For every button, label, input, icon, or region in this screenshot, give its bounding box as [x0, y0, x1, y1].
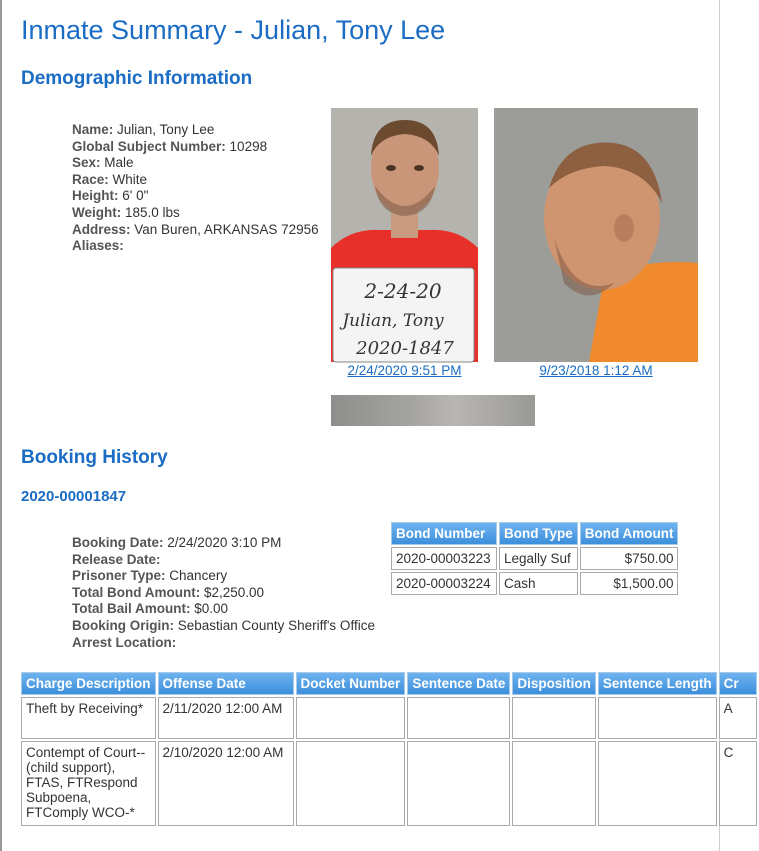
bond-header-amount: Bond Amount [580, 522, 679, 545]
table-row [391, 547, 678, 570]
placard-line-1: 2-24-20 [364, 279, 442, 303]
charge-description: Theft by Receiving* [21, 697, 156, 739]
bond-amount: $1,500.00 [580, 572, 679, 595]
charge-disposition [512, 697, 596, 739]
page-title: Inmate Summary - Julian, Tony Lee [21, 15, 446, 45]
bond-type: Cash [499, 572, 578, 595]
charge-docket [296, 697, 406, 739]
booking-history-heading: Booking History [21, 447, 168, 468]
mugshot-link-front[interactable]: 2/24/2020 9:51 PM [347, 363, 462, 378]
placard-line-3: 2020-1847 [356, 338, 454, 359]
charge-header-docket: Docket Number [296, 672, 406, 695]
bond-header-number: Bond Number [391, 522, 497, 545]
bond-header-type: Bond Type [499, 522, 578, 545]
bond-number: 2020-00003224 [391, 572, 497, 595]
charges-table [19, 670, 759, 828]
charge-sentence-date [407, 697, 510, 739]
field-release-date: Release Date: [72, 551, 161, 567]
mugshot-photo-profile[interactable] [494, 108, 698, 362]
placard-line-2: Julian, Tony [342, 311, 444, 331]
bond-amount: $750.00 [580, 547, 679, 570]
field-total-bail-amount: Total Bail Amount: $0.00 [72, 601, 229, 617]
field-name: Name: Julian, Tony Lee [72, 122, 215, 137]
charge-offense-date: 2/11/2020 12:00 AM [158, 697, 294, 739]
charge-sentence-length [598, 741, 717, 826]
charge-offense-date: 2/10/2020 12:00 AM [158, 741, 294, 826]
field-prisoner-type: Prisoner Type: Chancery [72, 568, 228, 584]
charge-header-description: Charge Description [21, 672, 156, 695]
charge-header-cr: Cr [719, 672, 757, 695]
field-height: Height: 6' 0" [72, 188, 149, 204]
charge-docket [296, 741, 406, 826]
charge-header-sentence-date: Sentence Date [407, 672, 510, 695]
table-row [21, 741, 757, 826]
field-total-bond-amount: Total Bond Amount: $2,250.00 [72, 584, 265, 600]
bond-table [389, 520, 680, 597]
charge-sentence-length [598, 697, 717, 739]
charge-cr: C [719, 741, 757, 826]
bond-number: 2020-00003223 [391, 547, 497, 570]
field-address: Address: Van Buren, ARKANSAS 72956 [72, 221, 319, 237]
field-weight: Weight: 185.0 lbs [72, 204, 180, 220]
charge-sentence-date [407, 741, 510, 826]
field-sex: Sex: Male [72, 155, 134, 171]
table-row [391, 572, 678, 595]
field-global-subject-number: Global Subject Number: 10298 [72, 138, 268, 154]
page-left-border [0, 0, 2, 851]
field-race: Race: White [72, 171, 148, 187]
demographic-heading: Demographic Information [21, 68, 253, 89]
charge-disposition [512, 741, 596, 826]
field-booking-origin: Booking Origin: Sebastian County Sheriff's Office [72, 617, 375, 633]
charges-table-clip [19, 670, 739, 851]
charge-header-disposition: Disposition [512, 672, 596, 695]
bond-type: Legally Suf [499, 547, 578, 570]
field-arrest-location: Arrest Location: [72, 634, 177, 650]
charge-cr: A [719, 697, 757, 739]
charge-description: Contempt of Court--(child support), FTAS, FTRespond Subpoena, FTComply WCO-* [21, 741, 156, 826]
charge-header-sentence-length: Sentence Length [598, 672, 717, 695]
booking-info [72, 535, 375, 651]
table-row [21, 697, 757, 739]
demographic-info [72, 122, 319, 255]
booking-number: 2020-00001847 [21, 488, 127, 505]
charge-header-offense-date: Offense Date [158, 672, 294, 695]
field-booking-date: Booking Date: 2/24/2020 3:10 PM [72, 535, 282, 550]
mugshot-photo-front[interactable] [331, 108, 478, 362]
mugshot-link-profile[interactable]: 9/23/2018 1:12 AM [539, 363, 653, 378]
field-aliases: Aliases: [72, 238, 124, 254]
mugshot-photo-partial[interactable] [331, 395, 535, 426]
